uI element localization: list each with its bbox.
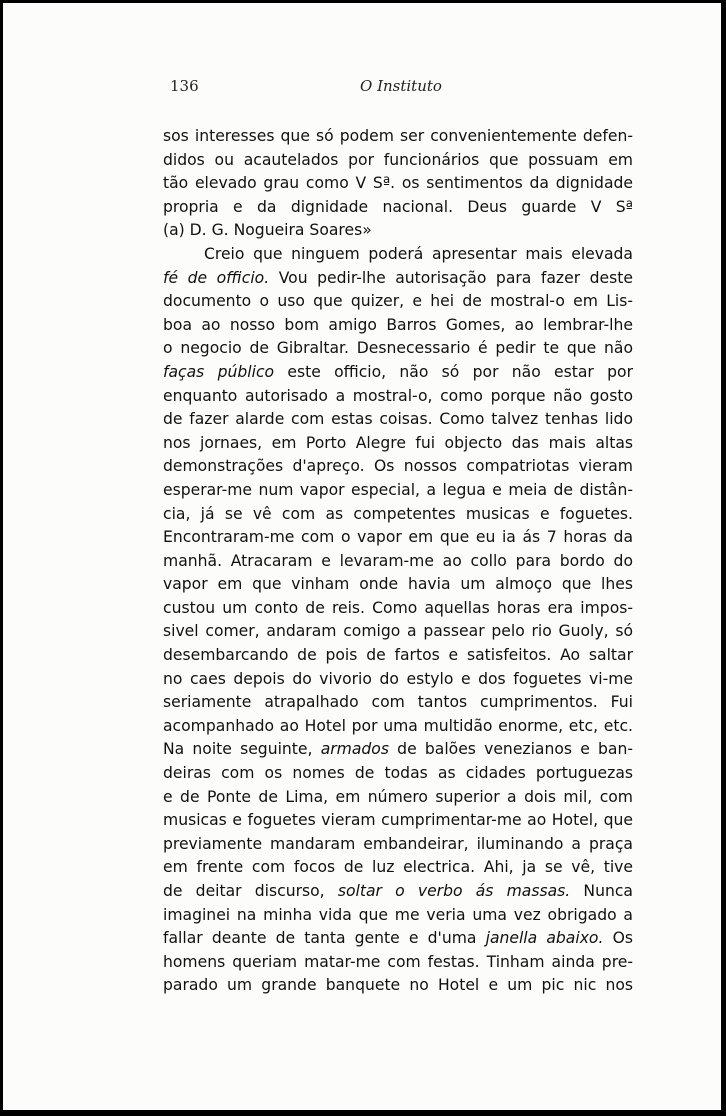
- italic-span: armados: [320, 740, 389, 759]
- text-line: acompanhado ao Hotel por uma multidão enorme, etc, etc.: [163, 716, 633, 735]
- text-line: propria e da dignidade nacional. Deus guarde V Sª: [163, 197, 633, 216]
- text-line: documento o uso que quizer, e hei de mostral-o em Lis-: [163, 292, 633, 311]
- italic-span: faças público: [163, 362, 275, 381]
- text-line: [163, 361, 633, 385]
- text-line: o negocio de Gibraltar. Desnecessario é pedir te que não: [163, 339, 633, 358]
- text-line: boa ao nosso bom amigo Barros Gomes, ao lembrar-lhe: [163, 315, 633, 334]
- text-line: sivel comer, andaram comigo a passear pelo rio Guoly, só: [163, 622, 633, 641]
- text-span: de deitar discurso,: [163, 882, 338, 900]
- text-line: custou um conto de reis. Como aquellas horas era impos-: [163, 598, 633, 617]
- text-span: este officio, não só por não estar por: [274, 362, 633, 381]
- text-line: esperar-me num vapor especial, a legua e meia de distân-: [163, 480, 633, 499]
- text-line: e de Ponte de Lima, em número superior a dois mil, com: [163, 787, 633, 806]
- book-page: [3, 3, 721, 1110]
- text-span: fallar deante de tanta gente e d'uma: [163, 929, 486, 948]
- running-title: O Instituto: [360, 77, 442, 95]
- text-line: [163, 738, 633, 762]
- text-span: Na noite seguinte,: [163, 740, 321, 759]
- text-line: Creio que ninguem poderá apresentar mais elevada: [204, 244, 633, 263]
- text-line: [163, 267, 633, 291]
- text-line: tão elevado grau como V Sª. os sentimentos da dignidade: [163, 174, 633, 193]
- text-line: sos interesses que só podem ser convenientemente defen-: [163, 127, 633, 145]
- text-line: de fazer alarde com estas coisas. Como talvez tenhas lido: [163, 410, 633, 429]
- text-line: homens queriam matar-me com festas. Tinham ainda pre-: [163, 952, 633, 971]
- text-line: seriamente atrapalhado com tantos cumprimentos. Fui: [163, 693, 633, 712]
- text-span: de balões venezianos e ban-: [388, 740, 633, 759]
- text-line: (a) D. G. Nogueira Soares»: [163, 221, 372, 240]
- text-line: desembarcando de pois de fartos e satisfeitos. Ao saltar: [163, 646, 633, 665]
- text-span: Nunca: [570, 882, 633, 900]
- page-header: [3, 77, 721, 99]
- text-line: parado um grande banquete no Hotel e um pic nic nos: [163, 976, 633, 995]
- body-text: [163, 125, 633, 998]
- text-line: manhã. Atracaram e levaram-me ao collo para bordo do: [163, 551, 633, 570]
- text-line: previamente mandaram embandeirar, iluminando a praça: [163, 834, 633, 853]
- italic-span: fé de officio.: [163, 268, 270, 287]
- text-line: musicas e foguetes vieram cumprimentar-me ao Hotel, que: [163, 811, 633, 830]
- text-line: nos jornaes, em Porto Alegre fui objecto das mais altas: [163, 433, 633, 452]
- text-line: vapor em que vinham onde havia um almoço que lhes: [163, 575, 633, 594]
- text-line: em frente com focos de luz electrica. Ahi, ja se vê, tive: [163, 858, 633, 877]
- italic-span: soltar o verbo ás massas.: [337, 882, 571, 900]
- text-line: no caes depois do vivorio do estylo e dos foguetes vi-me: [163, 669, 633, 688]
- text-line: didos ou acautelados por funcionários que possuam em: [163, 150, 633, 169]
- text-line: cia, já se vê com as competentes musicas e foguetes.: [163, 504, 633, 523]
- text-line: Encontraram-me com o vapor em que eu ia ás 7 horas da: [163, 528, 633, 547]
- text-line: enquanto autorisado a mostral-o, como porque não gosto: [163, 386, 633, 405]
- text-line: demonstrações d'apreço. Os nossos compatriotas vieram: [163, 457, 633, 476]
- italic-span: janella abaixo.: [485, 929, 604, 948]
- text-line: [163, 880, 633, 904]
- text-line: imaginei na minha vida que me veria uma vez obrigado a: [163, 905, 633, 924]
- text-span: Vou pedir-lhe autorisação para fazer deste: [269, 268, 633, 287]
- text-line: deiras com os nomes de todas as cidades portuguezas: [163, 764, 633, 783]
- page-number: 136: [170, 77, 199, 95]
- text-span: Os: [603, 929, 633, 948]
- text-line: [163, 927, 633, 951]
